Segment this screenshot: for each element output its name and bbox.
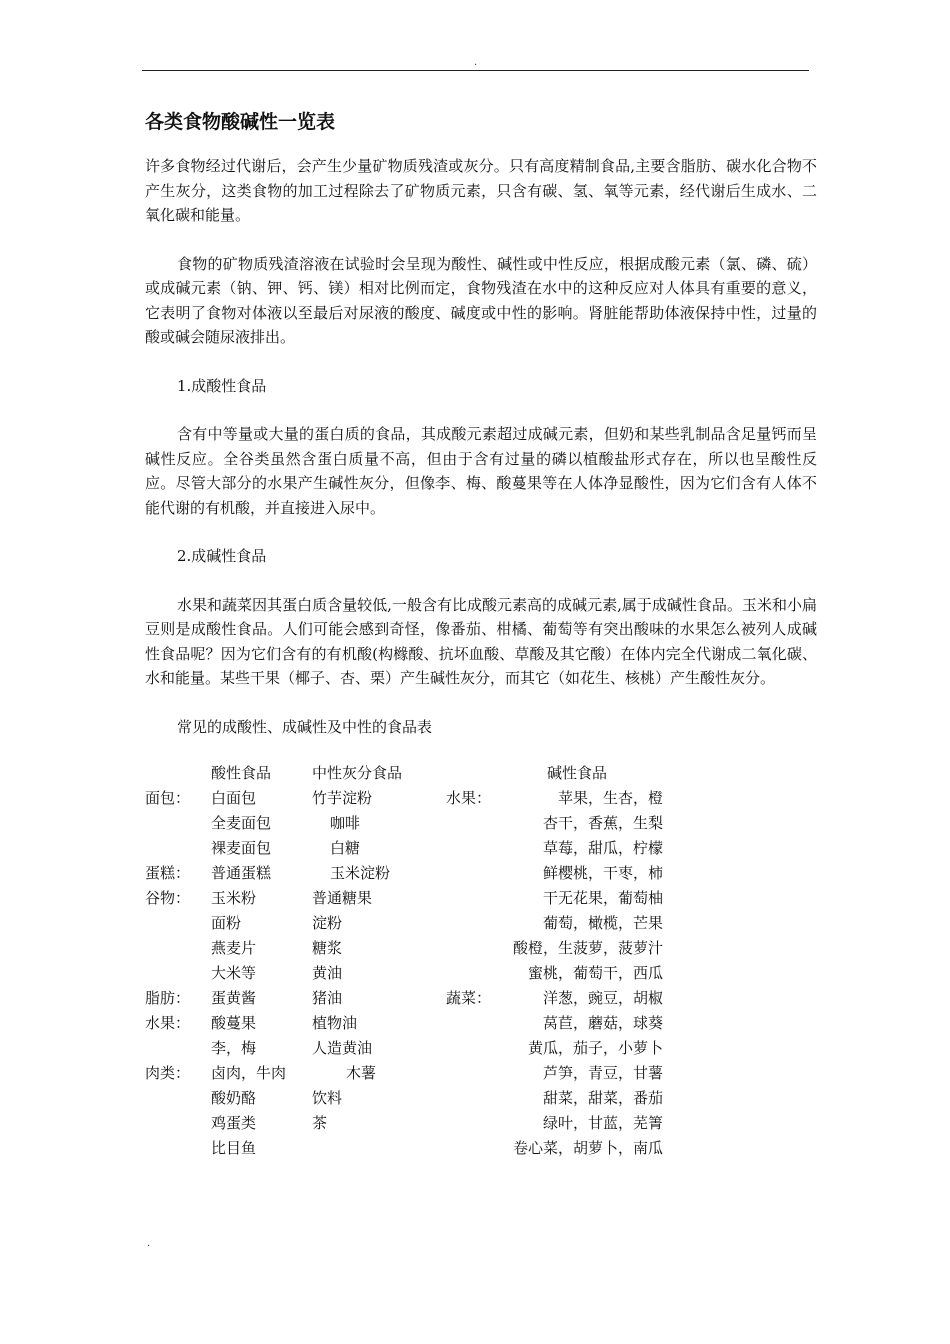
header-neutral-foods: 中性灰分食品	[312, 764, 403, 782]
table-category: 蛋糕：	[145, 864, 191, 882]
table-alkaline-food: 干无花果，葡萄柚	[542, 889, 663, 907]
table-alkaline-food: 杏干，香蕉，生梨	[542, 814, 663, 832]
table-neutral-food: 木薯	[346, 1064, 377, 1082]
table-neutral-food: 黄油	[312, 964, 343, 982]
paragraph-acid-foods: 含有中等量或大量的蛋白质的食品，其成酸元素超过成碱元素，但奶和某些乳制品含足量钙而呈碱性反应。全谷类虽然含蛋白质量不高，但由于含有过量的磷以植酸盐形式存在，所以也呈酸性反应。尽管大部分的水果产生碱性灰分，但像李、梅、酸蔓果等在人体净显酸性，因为它们含有人体不能代谢的有机酸，并直接进入尿中。	[145, 425, 817, 517]
header-dot: .	[474, 57, 478, 68]
table-acid-food: 面粉	[211, 914, 242, 932]
table-neutral-food: 玉米淀粉	[330, 864, 391, 882]
table-neutral-food: 饮料	[312, 1089, 343, 1107]
table-alkaline-food: 莴苣，蘑菇，球葵	[542, 1014, 663, 1032]
table-acid-food: 李，梅	[211, 1039, 257, 1057]
table-acid-food: 燕麦片	[211, 939, 257, 957]
table-alkaline-food: 蜜桃，葡萄干，西瓜	[527, 964, 663, 982]
table-alkaline-category: 蔬菜：	[446, 989, 492, 1007]
paragraph-intro: 许多食物经过代谢后，会产生少量矿物质残渣或灰分。只有高度精制食品,主要含脂肪、碳水化合物不产生灰分，这类食物的加工过程除去了矿物质元素，只含有碳、氢、氧等元素，经代谢后生成水、二氧化碳和能量。	[145, 157, 817, 224]
paragraph-mineral-residue: 食物的矿物质残渣溶液在试验时会呈现为酸性、碱性或中性反应，根据成酸元素（氯、磷、硫）或成碱元素（钠、钾、钙、镁）相对比例而定，食物残渣在水中的这种反应对人体具有重要的意义，它表明了食物对体液以至最后对尿液的酸度、碱度或中性的影响。肾脏能帮助体液保持中性，过量的酸或碱会随尿液排出。	[145, 254, 817, 346]
document-body	[145, 108, 817, 1163]
table-neutral-food: 普通糖果	[312, 889, 373, 907]
table-category: 脂肪：	[145, 989, 191, 1007]
food-table	[145, 763, 817, 1163]
table-neutral-food: 茶	[312, 1114, 328, 1132]
table-neutral-food: 淀粉	[312, 914, 343, 932]
header-alkaline-foods: 碱性食品	[547, 764, 608, 782]
table-alkaline-category: 水果：	[446, 789, 492, 807]
table-neutral-food: 咖啡	[330, 814, 361, 832]
table-acid-food: 酸奶酪	[211, 1089, 257, 1107]
table-alkaline-food: 洋葱，豌豆，胡椒	[542, 989, 663, 1007]
table-neutral-food: 植物油	[312, 1014, 358, 1032]
table-acid-food: 比目鱼	[211, 1139, 257, 1157]
header-rule	[142, 70, 809, 71]
document-title: 各类食物酸碱性一览表	[145, 111, 336, 133]
table-alkaline-food: 鲜樱桃，干枣，柿	[542, 864, 663, 882]
table-acid-food: 蛋黄酱	[211, 989, 257, 1007]
section-heading-acid-foods: 1.成酸性食品	[177, 376, 267, 395]
table-neutral-food: 糖浆	[312, 939, 343, 957]
table-neutral-food: 人造黄油	[312, 1039, 373, 1057]
table-neutral-food: 白糖	[330, 839, 361, 857]
table-neutral-food: 竹芋淀粉	[312, 789, 373, 807]
table-alkaline-food: 卷心菜，胡萝卜，南瓜	[512, 1139, 663, 1157]
table-acid-food: 玉米粉	[211, 889, 257, 907]
table-acid-food: 卤肉，牛肉	[211, 1064, 287, 1082]
table-acid-food: 酸蔓果	[211, 1014, 257, 1032]
table-alkaline-food: 芦笋，青豆，甘薯	[542, 1064, 663, 1082]
table-acid-food: 全麦面包	[211, 814, 272, 832]
table-alkaline-food: 黄瓜，茄子，小萝卜	[527, 1039, 663, 1057]
table-alkaline-food: 草莓，甜瓜，柠檬	[542, 839, 663, 857]
table-category: 谷物：	[145, 889, 191, 907]
table-alkaline-food: 葡萄，橄榄，芒果	[542, 914, 663, 932]
table-alkaline-food: 苹果，生杏，橙	[557, 789, 663, 807]
table-category: 水果：	[145, 1014, 191, 1032]
table-alkaline-food: 甜菜，甜菜，番茄	[542, 1089, 663, 1107]
table-acid-food: 大米等	[211, 964, 257, 982]
table-category: 面包：	[145, 789, 191, 807]
table-acid-food: 白面包	[211, 789, 257, 807]
paragraph-alkaline-foods: 水果和蔬菜因其蛋白质含量较低,一般含有比成酸元素高的成碱元素,属于成碱性食品。玉米和小扁豆则是成酸性食品。人们可能会感到奇怪，像番茄、柑橘、葡萄等有突出酸味的水果怎么被列人成碱性食品呢？因为它们含有的有机酸(构橼酸、抗坏血酸、草酸及其它酸）在体内完全代谢成二氧化碳、水和能量。某些干果（椰子、杏、栗）产生碱性灰分，而其它（如花生、核桃）产生酸性灰分。	[145, 595, 817, 687]
table-acid-food: 普通蛋糕	[211, 864, 272, 882]
table-caption: 常见的成酸性、成碱性及中性的食品表	[177, 717, 433, 736]
table-neutral-food: 猪油	[312, 989, 343, 1007]
table-acid-food: 裸麦面包	[211, 839, 272, 857]
header-acid-foods: 酸性食品	[211, 764, 272, 782]
table-alkaline-food: 酸橙，生菠萝，菠萝汁	[512, 939, 663, 957]
section-heading-alkaline-foods: 2.成碱性食品	[177, 547, 267, 565]
footer-dot: .	[147, 1238, 151, 1249]
table-alkaline-food: 绿叶，甘蓝，芜箐	[542, 1114, 663, 1132]
table-category: 肉类：	[145, 1064, 191, 1082]
table-acid-food: 鸡蛋类	[211, 1114, 257, 1132]
